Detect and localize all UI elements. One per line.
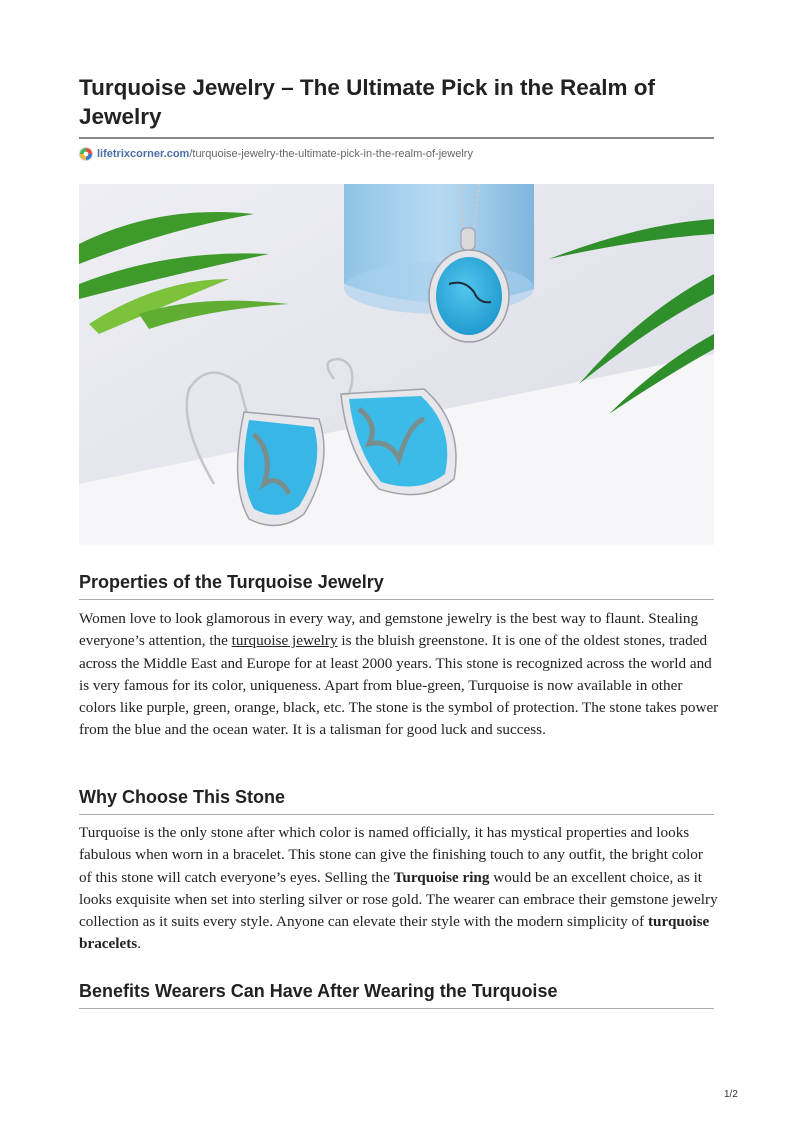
hero-image	[79, 184, 714, 545]
paragraph-text: is the bluish greenstone. It is one of the oldest stones, traded across the Middle East and Europe for at least 2000 years. This stone is recognized across the world and is very famous for its color, uniqueness. Apart from blue-green, Turquoise is now available in other colors like purple, green, orange, black, etc. The stone is the symbol of protection. The stone takes power from the blue and the ocean water. It is a talisman for good luck and success.	[79, 632, 719, 739]
page-number: 1/2	[724, 1089, 738, 1100]
section-heading-why-choose: Why Choose This Stone	[79, 787, 286, 807]
section-divider	[79, 1008, 714, 1009]
source-path[interactable]: /turquoise-jewelry-the-ultimate-pick-in-the-realm-of-jewelry	[189, 148, 473, 160]
page-title: Turquoise Jewelry – The Ultimate Pick in the Realm of Jewelry	[79, 75, 655, 129]
paragraph-text: Women love to look glamorous in every way, and gemstone jewelry is the best way to flaunt. Stealing everyone’s attention, the	[79, 610, 699, 650]
section-divider	[79, 599, 714, 600]
section-heading-properties: Properties of the Turquoise Jewelry	[79, 572, 384, 592]
paragraph-why-choose	[79, 822, 719, 956]
bold-term: Turquoise ring	[393, 868, 490, 886]
section-divider	[79, 814, 714, 815]
source-domain[interactable]: lifetrixcorner.com	[97, 148, 190, 160]
paragraph-properties	[79, 608, 719, 742]
bold-term: turquoise bracelets	[79, 913, 710, 953]
lifetrixcorner-favicon-icon	[79, 147, 93, 161]
turquoise-jewelry-link[interactable]: turquoise jewelry	[231, 632, 338, 650]
paragraph-text: Turquoise is the only stone after which color is named officially, it has mystical properties and looks fabulous when worn in a bracelet. This stone can give the finishing touch to any outfit, the bright color of this stone will catch everyone’s eyes. Selling the	[79, 824, 703, 886]
section-heading-benefits: Benefits Wearers Can Have After Wearing the Turquoise	[79, 981, 558, 1001]
source-url[interactable]	[79, 146, 473, 162]
paragraph-text: would be an excellent choice, as it looks exquisite when set into sterling silver or rose gold. The wearer can embrace their gemstone jewelry collection as it suits every style. Anyone can elevate their style with the modern simplicity of	[79, 868, 718, 931]
title-divider	[79, 137, 714, 139]
paragraph-text: .	[137, 935, 141, 953]
